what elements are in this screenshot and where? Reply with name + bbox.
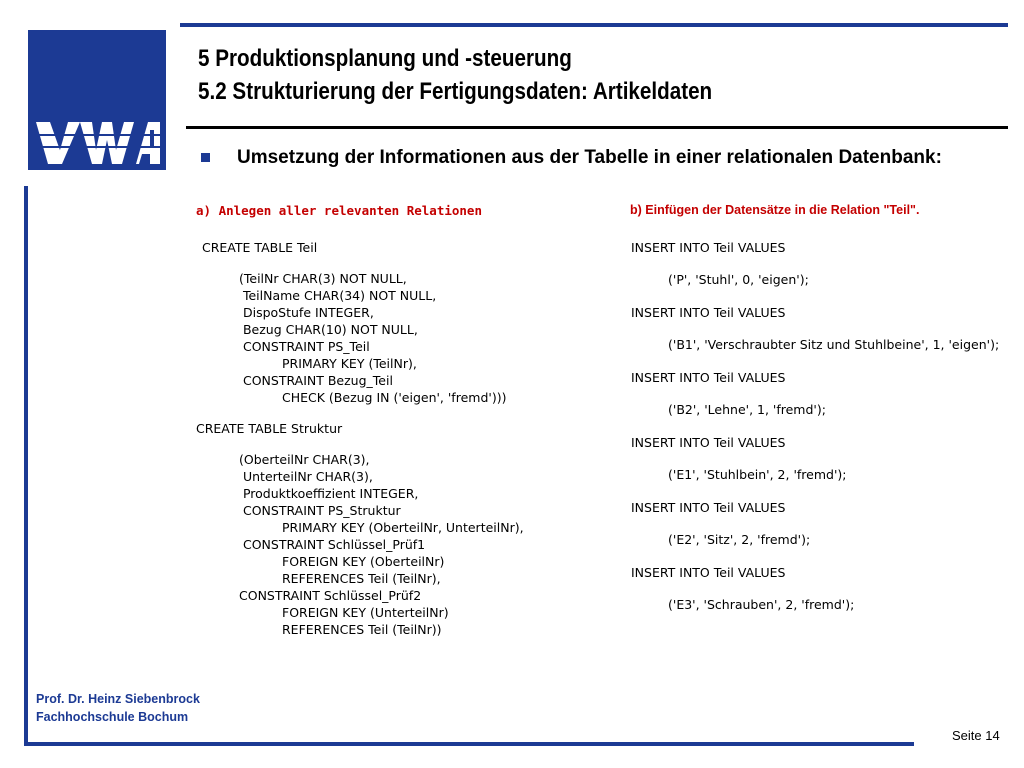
insert-statement: INSERT INTO Teil VALUES xyxy=(631,435,786,450)
insert-statement: INSERT INTO Teil VALUES xyxy=(631,500,786,515)
code-line: CONSTRAINT Bezug_Teil xyxy=(239,373,393,388)
code-line: REFERENCES Teil (TeilNr), xyxy=(282,571,441,586)
code-line: FOREIGN KEY (UnterteilNr) xyxy=(282,605,449,620)
page-number: Seite 14 xyxy=(952,728,1000,743)
section-b-heading: b) Einfügen der Datensätze in die Relation "Teil". xyxy=(630,203,920,217)
code-line: (OberteilNr CHAR(3), xyxy=(239,452,370,467)
insert-statement: INSERT INTO Teil VALUES xyxy=(631,565,786,580)
top-rule xyxy=(180,23,1008,27)
insert-values: ('E3', 'Schrauben', 2, 'fremd'); xyxy=(668,597,855,612)
author-name: Prof. Dr. Heinz Siebenbrock xyxy=(36,692,200,706)
page-subtitle: 5.2 Strukturierung der Fertigungsdaten: Artikeldaten xyxy=(198,78,713,105)
insert-statement: INSERT INTO Teil VALUES xyxy=(631,240,786,255)
insert-statement: INSERT INTO Teil VALUES xyxy=(631,305,786,320)
code-line: PRIMARY KEY (TeilNr), xyxy=(282,356,417,371)
author-school: Fachhochschule Bochum xyxy=(36,710,189,724)
bullet-text: Umsetzung der Informationen aus der Tabelle in einer relationalen Datenbank: xyxy=(237,147,942,168)
code-line: (TeilNr CHAR(3) NOT NULL, xyxy=(239,271,407,286)
insert-values: ('E2', 'Sitz', 2, 'fremd'); xyxy=(668,532,811,547)
vwa-logo-mark xyxy=(28,30,166,170)
code-line: TeilName CHAR(34) NOT NULL, xyxy=(239,288,437,303)
code-line: CHECK (Bezug IN ('eigen', 'fremd'))) xyxy=(282,390,507,405)
title-rule xyxy=(186,126,1008,129)
code-line: UnterteilNr CHAR(3), xyxy=(239,469,373,484)
section-a-heading: a) Anlegen aller relevanten Relationen xyxy=(196,203,482,218)
code-line: CONSTRAINT PS_Teil xyxy=(239,339,370,354)
vwa-logo xyxy=(28,30,166,170)
code-line: CONSTRAINT Schlüssel_Prüf2 xyxy=(239,588,422,603)
insert-values: ('B1', 'Verschraubter Sitz und Stuhlbeine', 1, 'eigen'); xyxy=(668,337,1000,352)
code-line: CREATE TABLE Struktur xyxy=(196,421,343,436)
page-title: 5 Produktionsplanung und -steuerung xyxy=(198,45,572,72)
code-line: CONSTRAINT Schlüssel_Prüf1 xyxy=(239,537,426,552)
insert-values: ('E1', 'Stuhlbein', 2, 'fremd'); xyxy=(668,467,847,482)
code-line: PRIMARY KEY (OberteilNr, UnterteilNr), xyxy=(282,520,524,535)
insert-values: ('P', 'Stuhl', 0, 'eigen'); xyxy=(668,272,809,287)
code-line: Produktkoeffizient INTEGER, xyxy=(239,486,419,501)
code-line: FOREIGN KEY (OberteilNr) xyxy=(282,554,445,569)
insert-statement: INSERT INTO Teil VALUES xyxy=(631,370,786,385)
left-rule xyxy=(24,186,28,746)
insert-values: ('B2', 'Lehne', 1, 'fremd'); xyxy=(668,402,826,417)
bullet-square-icon xyxy=(201,153,210,162)
code-line: CREATE TABLE Teil xyxy=(202,240,318,255)
code-line: CONSTRAINT PS_Struktur xyxy=(239,503,401,518)
code-line: REFERENCES Teil (TeilNr)) xyxy=(282,622,442,637)
bottom-rule xyxy=(24,742,914,746)
code-line: DispoStufe INTEGER, xyxy=(239,305,374,320)
code-line: Bezug CHAR(10) NOT NULL, xyxy=(239,322,418,337)
